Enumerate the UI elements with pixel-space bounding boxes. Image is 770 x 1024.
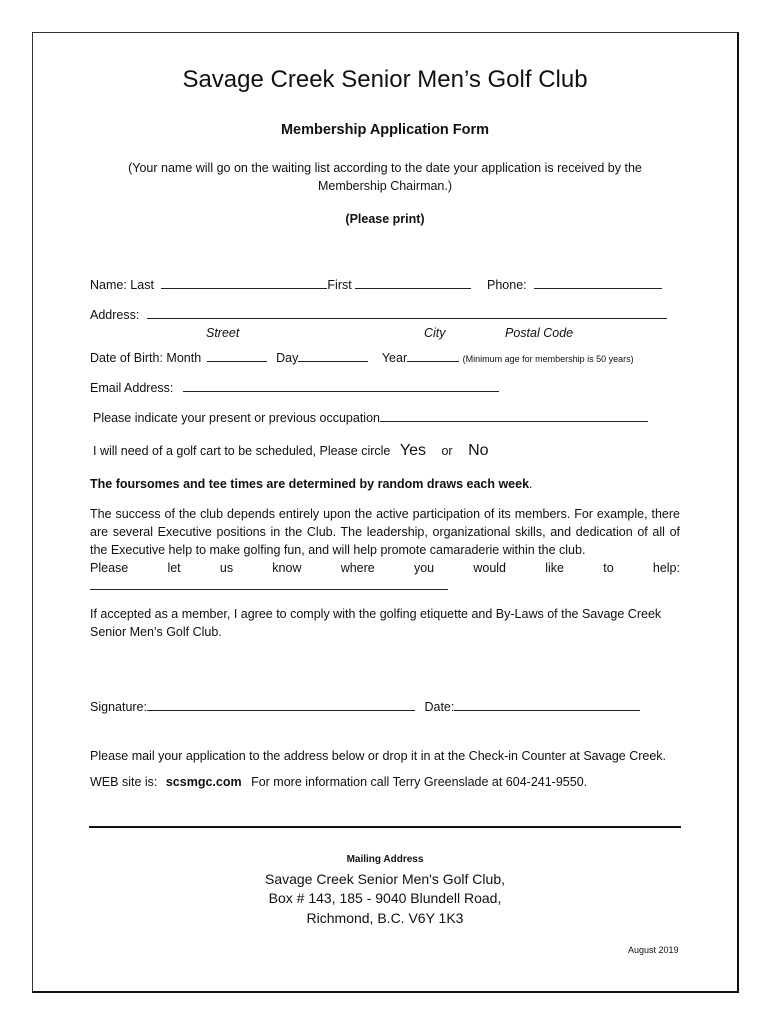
golf-cart-row — [93, 442, 489, 460]
contact-info: For more information call Terry Greenslade at 604-241-9550. — [251, 775, 588, 789]
web-url-link[interactable]: scsmgc.com — [165, 775, 242, 789]
date-field[interactable] — [454, 700, 640, 711]
web-info-row — [90, 775, 587, 789]
mailing-address-heading: Mailing Address — [346, 854, 424, 865]
mailing-address-line-2: Box # 143, 185 - 9040 Blundell Road, — [268, 890, 502, 906]
foursomes-statement — [90, 477, 533, 491]
phone-row — [487, 278, 662, 292]
help-line-word: you — [413, 561, 435, 575]
address-label: Address: — [90, 308, 140, 322]
phone-field[interactable] — [534, 278, 662, 289]
participation-paragraph — [90, 505, 680, 591]
occupation-field[interactable] — [380, 411, 648, 422]
help-line-word: like — [545, 561, 564, 575]
postal-code-caption: Postal Code — [505, 326, 574, 340]
mailing-address-line-3: Richmond, B.C. V6Y 1K3 — [306, 910, 464, 926]
page-title: Savage Creek Senior Men’s Golf Club — [182, 66, 588, 93]
signature-field[interactable] — [147, 700, 415, 711]
golf-cart-no-option[interactable]: No — [468, 442, 489, 459]
help-line-word: Please — [90, 561, 129, 575]
dob-month-label: Date of Birth: Month — [90, 351, 202, 365]
minimum-age-note: (Minimum age for membership is 50 years) — [462, 354, 634, 364]
help-line-word: help: — [652, 561, 680, 575]
golf-cart-yes-option[interactable]: Yes — [399, 442, 426, 459]
waiting-list-notice: (Your name will go on the waiting list according to the date your application is received by the Membership Chairman.) — [128, 161, 642, 193]
help-line-word: let — [167, 561, 181, 575]
last-name-label: Name: Last — [90, 278, 154, 292]
email-field[interactable] — [183, 381, 499, 392]
dob-year-field[interactable] — [407, 351, 459, 362]
help-line-word: where — [340, 561, 375, 575]
revision-date: August 2019 — [628, 945, 679, 955]
golf-cart-or: or — [441, 444, 453, 458]
help-line-word: us — [219, 561, 234, 575]
last-name-field[interactable] — [161, 278, 327, 289]
dob-year-label: Year — [381, 351, 408, 365]
phone-label: Phone: — [487, 278, 527, 292]
help-line — [90, 559, 680, 577]
help-line-word: to — [603, 561, 614, 575]
street-caption: Street — [206, 326, 240, 340]
name-row — [90, 278, 471, 292]
date-label: Date: — [424, 700, 455, 714]
mail-instructions: Please mail your application to the address below or drop it in at the Check-in Counter at Savage Creek. — [90, 749, 667, 763]
mailing-address-line-1: Savage Creek Senior Men's Golf Club, — [264, 871, 505, 887]
signature-label: Signature: — [90, 700, 147, 714]
help-line-word: would — [473, 561, 507, 575]
divider — [89, 826, 681, 828]
address-row — [90, 308, 667, 322]
email-row — [90, 381, 499, 395]
foursomes-bold-text: The foursomes and tee times are determined by random draws each week — [90, 477, 530, 491]
dob-day-label: Day — [276, 351, 299, 365]
dob-day-field[interactable] — [298, 351, 368, 362]
help-field[interactable] — [90, 579, 448, 590]
golf-cart-label: I will need of a golf cart to be scheduled, Please circle — [93, 444, 391, 458]
dob-row — [90, 351, 634, 365]
occupation-row — [93, 411, 648, 425]
form-subtitle: Membership Application Form — [280, 122, 490, 138]
foursomes-period: . — [529, 477, 533, 491]
occupation-label: Please indicate your present or previous occupation — [93, 411, 380, 425]
signature-row — [90, 700, 640, 714]
first-name-label: First — [327, 278, 352, 292]
city-caption: City — [424, 326, 446, 340]
dob-month-field[interactable] — [207, 351, 267, 362]
address-field[interactable] — [147, 308, 667, 319]
print-note: (Please print) — [345, 212, 425, 226]
first-name-field[interactable] — [355, 278, 471, 289]
help-line-word: know — [272, 561, 302, 575]
agreement-paragraph: If accepted as a member, I agree to comply with the golfing etiquette and By-Laws of the Savage Creek Senior Men’s Golf Club. — [90, 607, 662, 639]
email-label: Email Address: — [90, 381, 174, 395]
web-label: WEB site is: — [90, 775, 158, 789]
participation-text: The success of the club depends entirely upon the active participation of its members. For example, there are several Executive positions in the Club. The leadership, organizational skills, and dedication of all of the Executive help to make golfing fun, and will help promote camaraderie within the club. — [90, 507, 680, 557]
